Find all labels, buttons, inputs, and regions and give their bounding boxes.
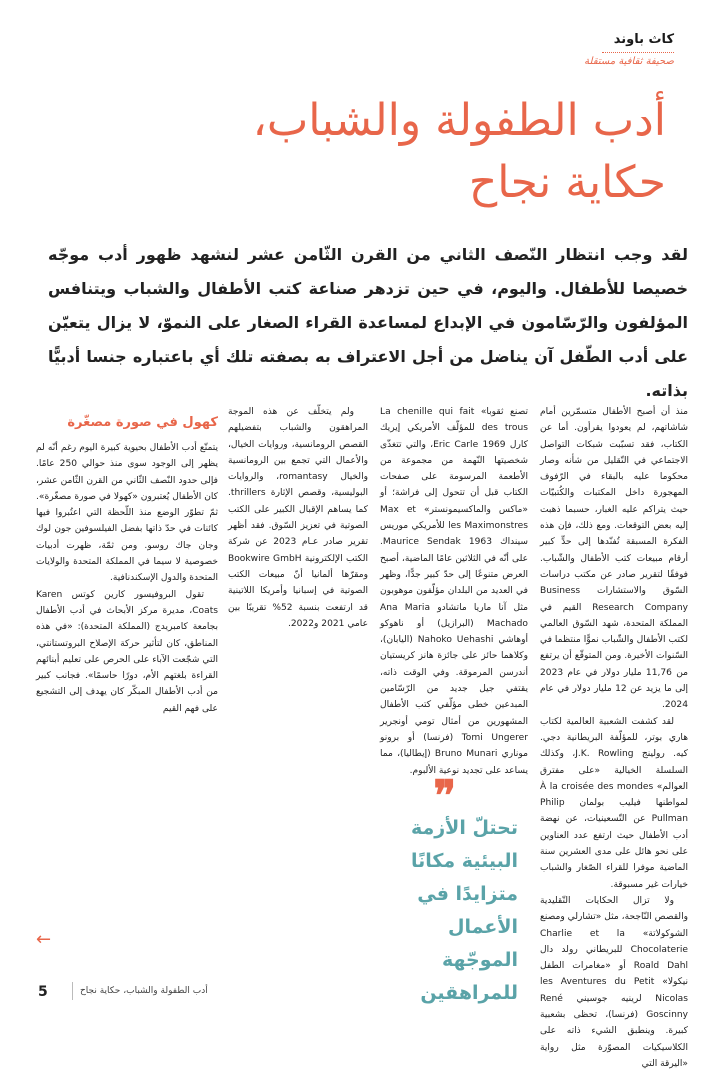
continue-arrow-icon[interactable]: ← <box>36 929 52 950</box>
col2-paragraph: تصنع ثقوبا» La chenille qui fait des trous للمؤلّف الأمريكي إيريك كارل Eric Carle 1969، والتي تتغذّى شخصيتها النّهمة من مجموعة من الأطعمة المرسومة على صفحات الكتاب قبل أن تتحول إلى فراشة؛ أو «ماكس والماكسيمونستر» Max et les Maximonstres للأمريكي موريس سينداك Maurice Sendak 1963. على أنّه في الثلاثين عامًا الماضية، أصبح العرض متنوعًا إلى حدّ كبير جدًّا، وظهر في العديد من البلدان مؤلّفون موهوبون مثل آنا ماريا ماتشادو Ana Maria Machado (البرازيل) أو ناهوكو أوهاشي Nahoko Uehashi (اليابان)، وكلاهما حائز على جائزة هانز كريستيان أندرسن المرموقة. وفي الوقت ذاته، يقتفي جيل جديد من الرّسّامين المبدعين خطى مؤلّفي كتب الأطفال المشهورين من أمثال تومي أونجرير Tomi Ungerer (فرنسا) أو برونو موناري Bruno Munari (إيطاليا)، مما يساعد على تجديد نوعية الألبوم. <box>380 407 529 776</box>
masthead <box>474 32 674 67</box>
col1-paragraph: ولا تزال الحكايات التّقليدية والقصص النّاجحة، مثل «تشارلي ومصنع الشوكولاتة» Charlie et la Chocolaterie للبريطاني رولد دال Roald Dahl أو «مغامرات الطفل نيكولا» les Aventures du Petit Nicolas لرينيه جوسيني René Goscinny (فرنسا)، تحظى بشعبية كبيرة. وينطبق الشيء ذاته على الكلاسيكيات المصوّرة مثل رواية «اليرقة التي <box>540 895 689 1069</box>
col4-paragraph: تقول البروفيسور كارين كوتس Karen Coats، مديرة مركز الأبحاث في أدب الأطفال بجامعة كامبريدج (المملكة المتحدة): «في هذه المناطق، كان لتأثير حركة الإصلاح البروتستانتي، التي شجّعت الآباء على الحرص على تعليم أبنائهم القراءة بلغتهم الأم، دورًا حاسمًا». فجانب كبير من أدب الأطفال المبكّر كان يهدف إلى التشجيع على فهم القيم <box>36 589 218 714</box>
footer-divider <box>72 982 73 1000</box>
lead-paragraph: لقد وجب انتظار النّصف الثاني من القرن الثّامن عشر لنشهد ظهور أدب موجّه خصيصا للأطفال. واليوم، في حين تزدهر صناعة كتب الأطفال والشباب ويتنافس المؤلفون والرّسّامون في الإبداع لمساعدة القراء الصغار على النموّ، لا يزال يتعيّن على أدب الطّفل آن يناضل من أجل الاعتراف به بصفته تلك أي باعتباره جنسا أدبيًّا بذاته. <box>48 245 688 400</box>
article-title <box>106 90 666 214</box>
masthead-rule <box>602 52 674 53</box>
col1-paragraph: لقد كشفت الشعبية العالمية لكتاب هاري بوتر، للمؤلّفة البريطانية دجي. كيه. رولينج J.K. Rowling، وكذلك السلسلة الخيالية «على مفترق العوالم» À la croisée des mondes لمواطنها فيليب بولمان Philip Pullman عن التّسعينيات، عن نهضة أدب الأطفال حيث ارتفع عدد العناوين على نحو هائل على مدى العشرين سنة الماضية موفرا للقراء الصّغار والشباب خيارات غير مسبوقة. <box>540 716 688 890</box>
running-title: أدب الطفولة والشباب، حكاية نجاح <box>80 986 208 996</box>
brand-name: كاث باوند <box>613 32 674 47</box>
body-column-2 <box>380 404 529 776</box>
col1-paragraph: منذ أن أصبح الأطفال متسمّرين أمام شاشاتهم، لم يعودوا يقرأون. أما عن الكتاب، فقد تسبّبت شبكات التواصل الاجتماعي في التّقليل من شأنه وصار محكوما عليه بالبقاء في الرّفوف المهجورة داخل المكتبات والكُتبيّات حيث يتراكم عليه الغبار، حسبما ذهبت إليه بعض التوقعات. ومع ذلك، فإن هذه الفكرة المسبقة تُفنّدها إلى حدٍّ كبير أرقام مبيعات كتب الأطفال والشّباب. فوفقًا لتقرير صادر عن مكتب دراسات السّوق والاستشارات Business Research Company القيم في المملكة المتحدة، شهد السّوق العالمي لكتب الأطفال والشّباب نموًّا منتظما في السّنوات الأخيرة. ومن المتوقّع أن يرتفع من 11,76 مليار دولار في عام 2023 إلى ما يزيد عن 12 مليار دولار في عام 2024. <box>540 407 689 711</box>
col3-paragraph: ولم يتخلّف عن هذه الموجة المراهقون والشباب بتفضيلهم القصص الرومانسية، وروايات الخيال، والأعمال التي تجمع بين الرومانسية والخيال romantasy، والروايات البوليسية، وقصص الإثارة thrillers. كما يساهم الإقبال الكبير على الكتب الصوتية في تعزيز السّوق. فقد أظهر تقرير صادر عـام 2023 عن شركة الكتب الإلكترونية Bookwire GmbH ومقرّها ألمانيا أنّ مبيعات الكتب الصوتية في إسبانيا وأمريكا اللاتينية قد ارتفعت بنسبة 52% تقريبًا بين عامي 2021 و2022. <box>228 407 368 629</box>
title-line-1: أدب الطفولة والشباب، <box>252 95 666 146</box>
col4-paragraph: يتمتّع أدب الأطفال بحيوية كبيرة اليوم رغم أنّه لم يظهر إلى الوجود سوى منذ حوالي 250 عامًا. فإلى حدود النّصف الثّاني من القرن الثّامن عشر، كان الأطفال يُعتبرون «كهولا في صورة مصغّرة». ثمّ تطوّر الوضع منذ اللّحظة التي اعتُبروا فيها كائنات في حدّ ذاتها بفضل الفيلسوفين جون لوك وجان جاك روسو. ومن ثمّة، ظهرت أدبيات خصوصية لا سيما في المملكة المتحدة والولايات المتحدة والدول الإسكندنافية. <box>36 443 218 584</box>
body-column-3 <box>228 404 368 944</box>
body-column-1 <box>540 404 689 1069</box>
page-number: 5 <box>38 984 48 1000</box>
brand-tagline: صحيفة ثقافية مستقلة <box>584 56 674 67</box>
section-heading: كهول في صورة مصغّرة <box>67 415 218 430</box>
body-column-4 <box>36 404 218 944</box>
quote-mark-icon: ❞ <box>433 771 456 820</box>
pull-quote: تحتلّ الأزمة البيئية مكانًا متزايدًا في الأعمال الموجّهة للمراهقين <box>410 817 518 1004</box>
title-line-2: حكاية نجاح <box>468 157 666 208</box>
